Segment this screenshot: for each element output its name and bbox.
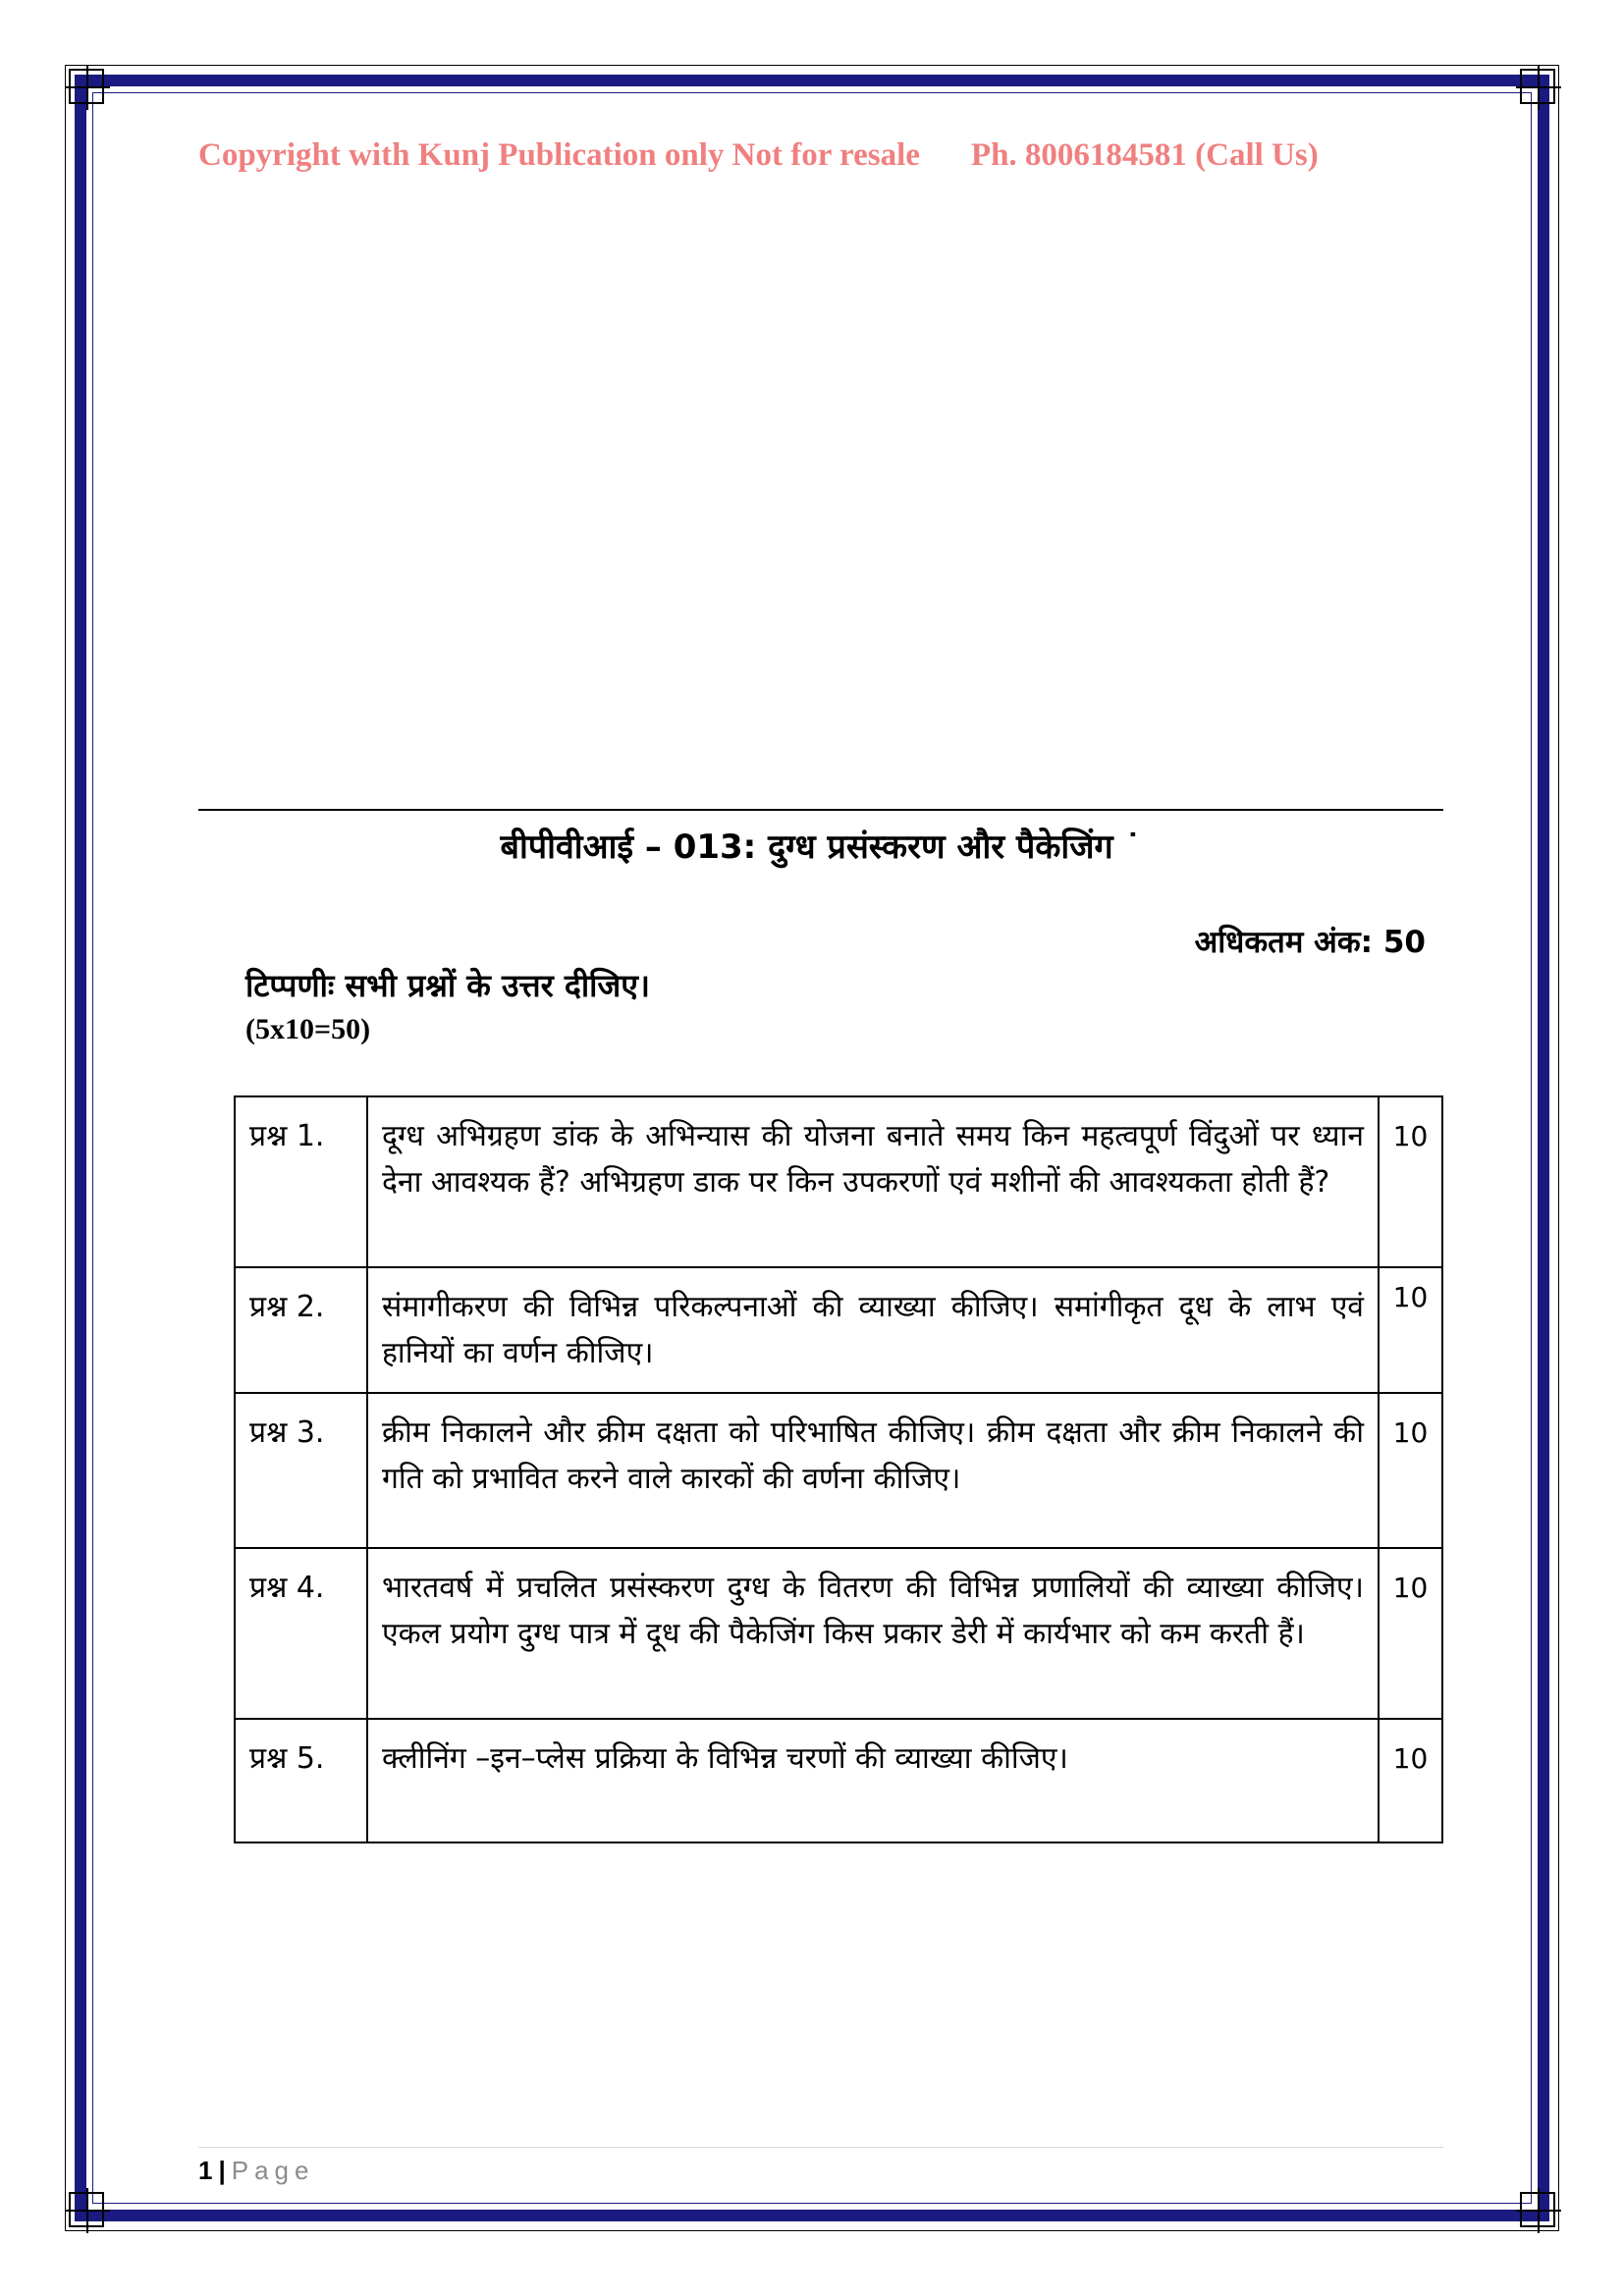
question-label: प्रश्न 5. — [235, 1719, 367, 1842]
question-text: भारतवर्ष में प्रचलित प्रसंस्करण दुग्ध के वितरण की विभिन्न प्रणालियों की व्याख्या कीजिए। एकल प्रयोग दुग्ध पात्र में दूध की पैकेजिंग किस प्रकार डेरी में कार्यभार को कम करती हैं। — [367, 1548, 1379, 1719]
table-row — [235, 1096, 1442, 1267]
question-text: क्लीनिंग –इन–प्लेस प्रक्रिया के विभिन्न चरणों की व्याख्या कीजिए। — [367, 1719, 1379, 1842]
document-title: बीपीवीआई – 013: दुग्ध प्रसंस्करण और पैकेजिंग ˙ — [500, 828, 1142, 867]
question-label: प्रश्न 1. — [235, 1096, 367, 1267]
title-rule — [198, 809, 1443, 811]
footer-separator: | — [218, 2156, 226, 2185]
table-row — [235, 1267, 1442, 1393]
question-marks: 10 — [1379, 1267, 1442, 1393]
corner-ornament-bottom-left — [69, 2192, 104, 2227]
copyright-text: Copyright with Kunj Publication only Not for resale — [198, 137, 920, 173]
question-text: क्रीम निकालने और क्रीम दक्षता को परिभाषित कीजिए। क्रीम दक्षता और क्रीम निकालने की गति को प्रभावित करने वाले कारकों की वर्णना कीजिए। — [367, 1393, 1379, 1548]
question-marks: 10 — [1379, 1719, 1442, 1842]
question-label: प्रश्न 3. — [235, 1393, 367, 1548]
table-row — [235, 1719, 1442, 1842]
page-number: 1 — [198, 2156, 213, 2185]
marks-breakdown: (5x10=50) — [245, 1013, 371, 1045]
corner-ornament-top-left — [69, 69, 104, 104]
page-footer — [198, 2156, 314, 2186]
question-text: दूग्ध अभिग्रहण डांक के अभिन्यास की योजना बनाते समय किन महत्वपूर्ण विंदुओं पर ध्यान देना आवश्यक हैं? अभिग्रहण डाक पर किन उपकरणों एवं मशीनों की आवश्यकता होती हैं? — [367, 1096, 1379, 1267]
question-text: संमागीकरण की विभिन्न परिकल्पनाओं की व्याख्या कीजिए। समांगीकृत दूध के लाभ एवं हानियों का वर्णन कीजिए। — [367, 1267, 1379, 1393]
page-label: Page — [231, 2156, 315, 2185]
question-label: प्रश्न 4. — [235, 1548, 367, 1719]
max-marks: अधिकतम अंक: 50 — [1194, 925, 1426, 960]
question-marks: 10 — [1379, 1548, 1442, 1719]
corner-ornament-bottom-right — [1520, 2192, 1555, 2227]
table-row — [235, 1393, 1442, 1548]
questions-table — [234, 1095, 1443, 1843]
question-marks: 10 — [1379, 1393, 1442, 1548]
table-row — [235, 1548, 1442, 1719]
question-marks: 10 — [1379, 1096, 1442, 1267]
copyright-header — [198, 137, 1435, 174]
footer-rule — [198, 2147, 1443, 2148]
question-label: प्रश्न 2. — [235, 1267, 367, 1393]
corner-ornament-top-right — [1520, 69, 1555, 104]
phone-text: Ph. 8006184581 (Call Us) — [970, 137, 1319, 173]
instruction-note: टिप्पणीः सभी प्रश्नों के उत्तर दीजिए। — [245, 967, 651, 1004]
